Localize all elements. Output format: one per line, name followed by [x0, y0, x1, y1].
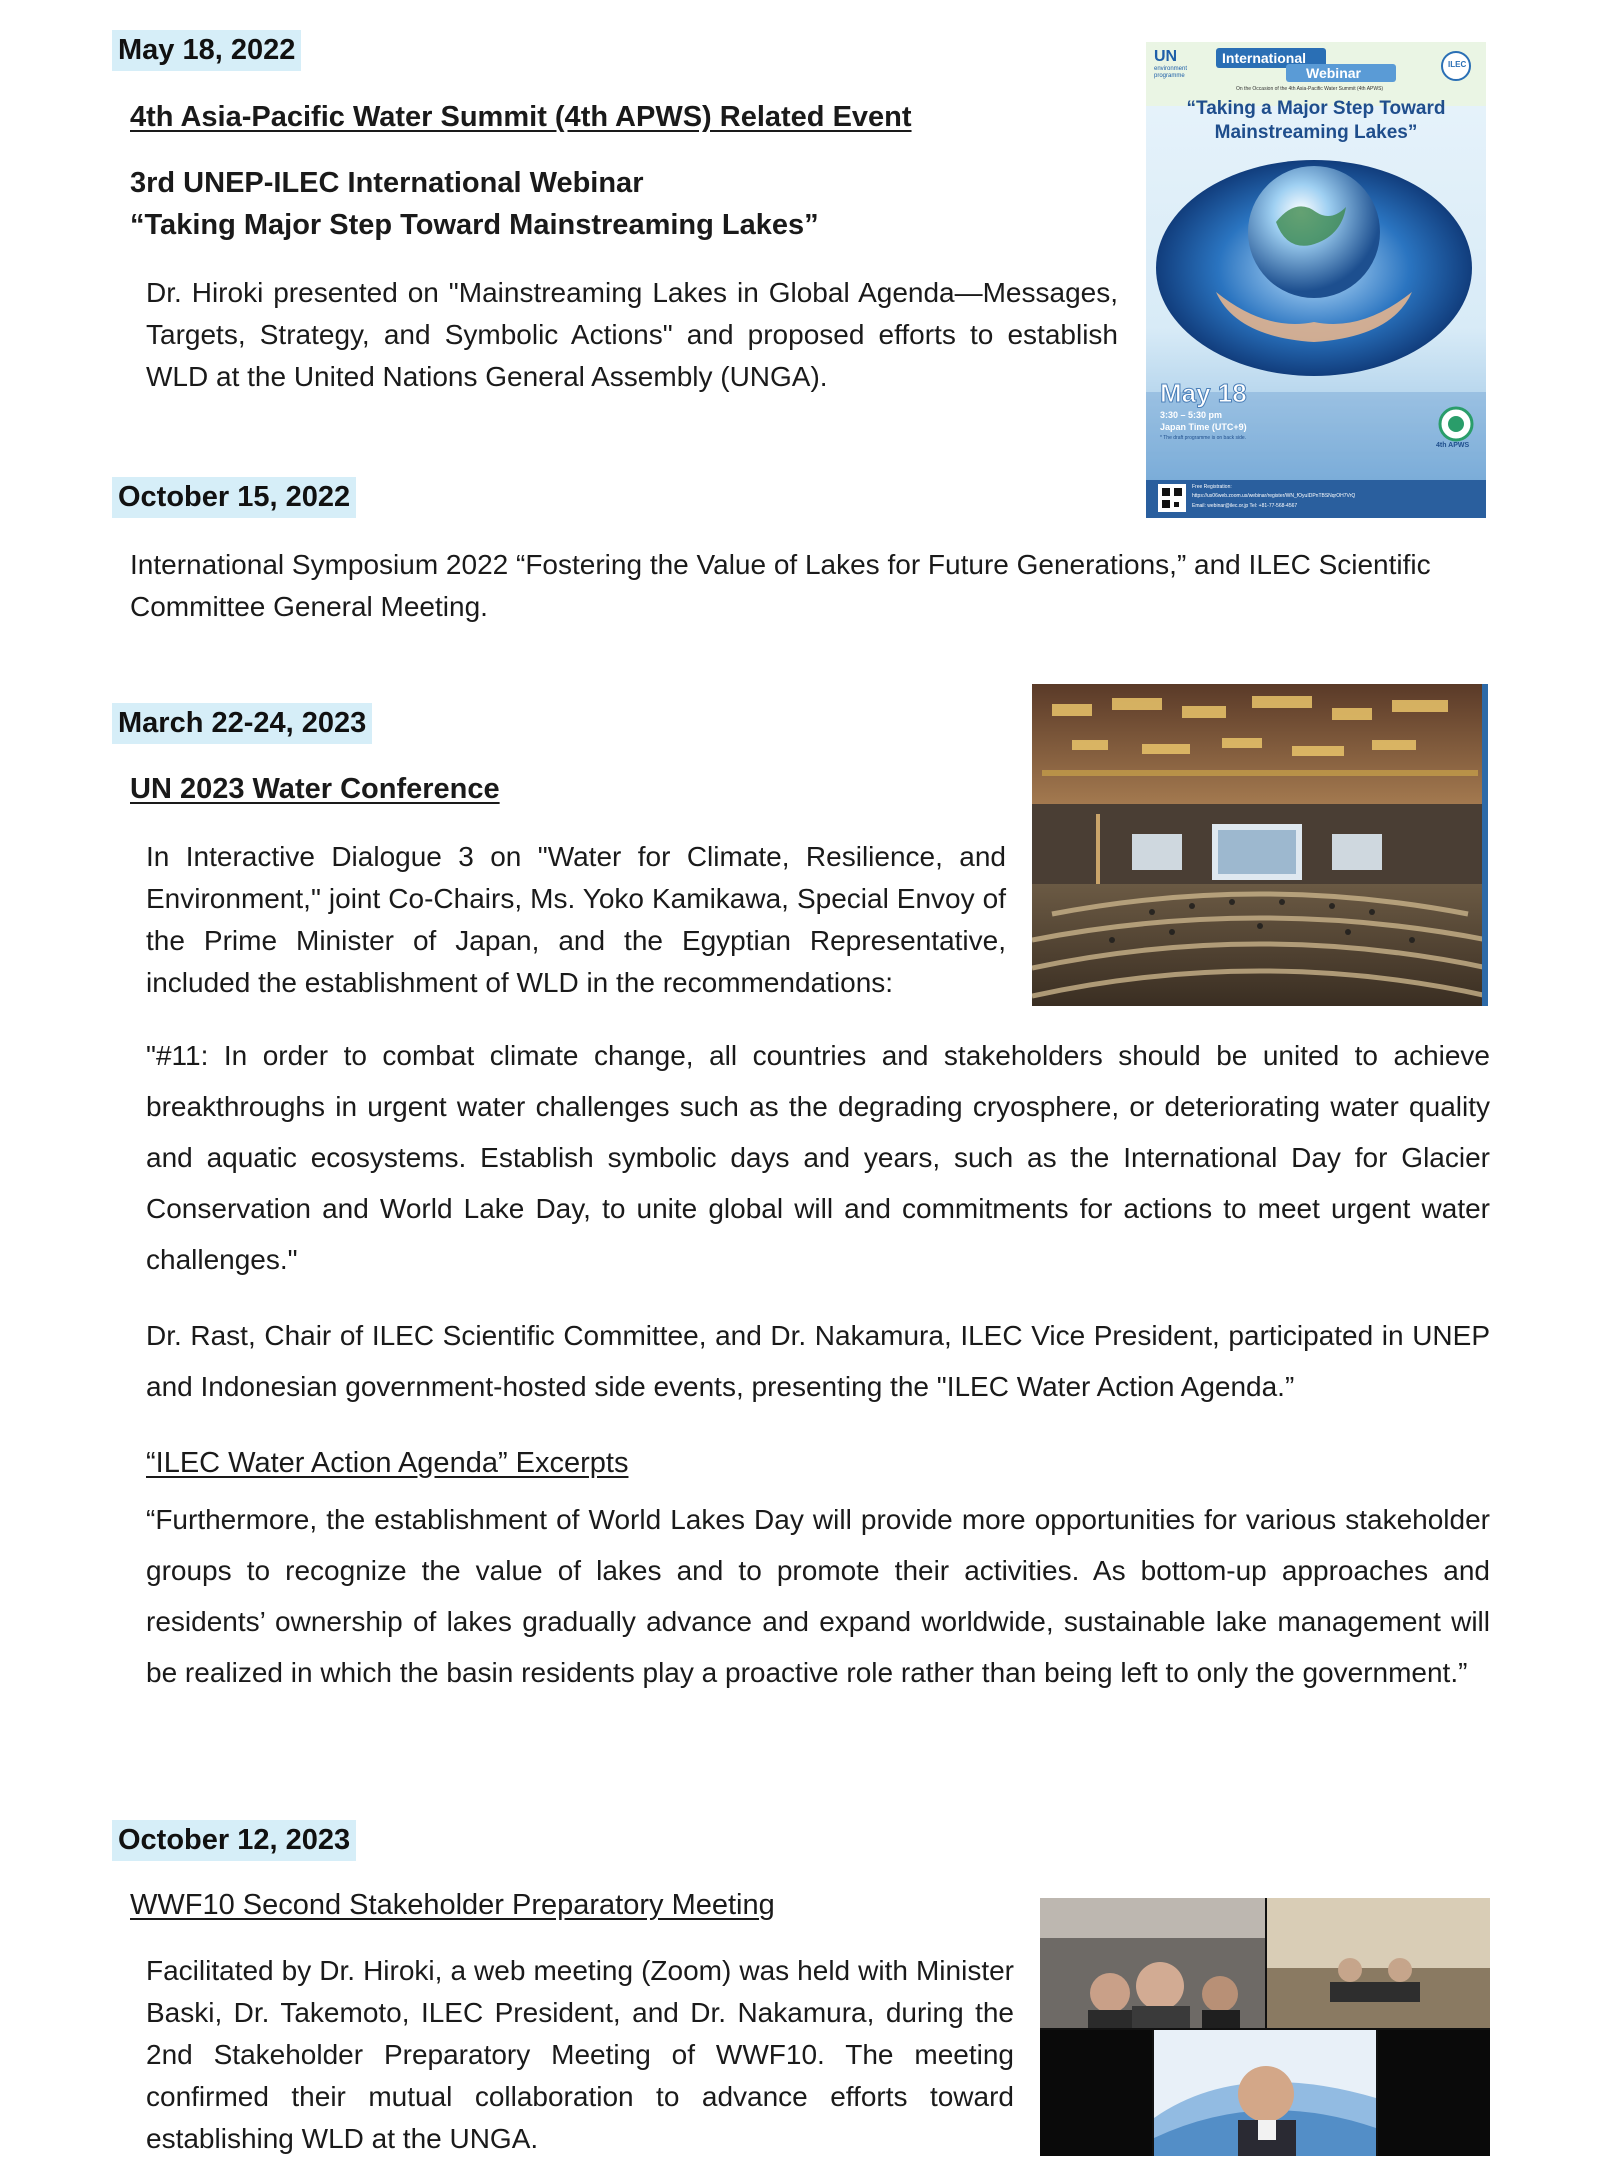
poster-apws-label: 4th APWS: [1436, 442, 1470, 449]
wwf10-meeting-description: Facilitated by Dr. Hiroki, a web meeting (Zoom) was held with Minister Baski, Dr. Takemoto, ILEC President, and Dr. Nakamura, during the 2nd Stakeholder Preparatory Meeting of WWF10. The meeting confirmed their mutual collaboration to advance efforts toward establishing WLD at the UNGA.: [146, 1955, 1014, 2154]
poster-registration-url: https://us06web.zoom.us/webinar/register/WN_fOyuIDPnTBSNqrOH7VrQ: [1192, 493, 1356, 499]
poster-note: * The draft programme is on back side.: [1160, 435, 1247, 441]
recommendation-11-quote: "#11: In order to combat climate change, all countries and stakeholders should be united to achieve breakthroughs in urgent water challenges such as the degrading cryosphere, or deteriorating water quality and aquatic ecosystems. Establish symbolic days and years, such as the International Day for Glacier Conservation and World Lake Day, to unite global will and commitments for actions to meet urgent water challenges.": [146, 1040, 1490, 1275]
poster-badge-webinar: Webinar: [1306, 65, 1361, 81]
poster-time-2: Japan Time (UTC+9): [1160, 422, 1247, 432]
webinar-description: Dr. Hiroki presented on "Mainstreaming Lakes in Global Agenda—Messages, Targets, Strategy, and Symbolic Actions" and proposed efforts to establish WLD at the United Nations General Assembly (UNGA).: [146, 277, 1118, 392]
date-label-oct-2022: October 15, 2022: [112, 477, 356, 518]
interactive-dialogue-description: In Interactive Dialogue 3 on "Water for Climate, Resilience, and Environment," joint Co-Chairs, Ms. Yoko Kamikawa, Special Envoy of the Prime Minister of Japan, and the Egyptian Representative, included the establishment of WLD in the recommendations:: [146, 841, 1006, 998]
poster-title-line-1: “Taking a Major Step Toward: [1186, 98, 1446, 119]
date-label-may-2022: May 18, 2022: [112, 30, 301, 71]
poster-contact: Email: webinar@ilec.or.jp Tel: +81-77-568-4567: [1192, 503, 1298, 509]
zoom-meeting-graphic: [1040, 1898, 1490, 2156]
poster-date: May 18: [1160, 378, 1247, 408]
side-events-description: Dr. Rast, Chair of ILEC Scientific Committee, and Dr. Nakamura, ILEC Vice President, participated in UNEP and Indonesian government-hosted side events, presenting the "ILEC Water Action Agenda.”: [146, 1320, 1490, 1402]
poster-ilec-logo: ILEC: [1448, 60, 1467, 69]
event-title-wwf10-meeting: WWF10 Second Stakeholder Preparatory Meeting: [130, 1889, 775, 1921]
webinar-title-line-2: “Taking Major Step Toward Mainstreaming Lakes”: [130, 209, 819, 241]
poster-registration-label: Free Registration:: [1192, 484, 1232, 490]
conference-hall-graphic: [1032, 684, 1488, 1006]
zoom-meeting-screenshot: [1040, 1898, 1490, 2156]
poster-occasion: On the Occasion of the 4th Asia-Pacific Water Summit (4th APWS): [1236, 86, 1384, 92]
webinar-title-line-1: 3rd UNEP-ILEC International Webinar: [130, 167, 644, 199]
date-label-mar-2023: March 22-24, 2023: [112, 703, 372, 744]
webinar-poster-image: [1146, 42, 1486, 518]
date-label-oct-2023: October 12, 2023: [112, 1820, 356, 1861]
poster-time-1: 3:30 – 5:30 pm: [1160, 410, 1223, 420]
event-title-apws: 4th Asia-Pacific Water Summit (4th APWS) Related Event: [130, 101, 912, 133]
poster-badge-international: International: [1222, 50, 1307, 66]
poster-un-label: UN: [1154, 48, 1178, 65]
action-agenda-excerpt: “Furthermore, the establishment of World Lakes Day will provide more opportunities for various stakeholder groups to recognize the value of lakes and to promote their activities. As bottom-up approaches and residents’ ownership of lakes gradually advance and expand worldwide, sustainable lake management will be realized in which the basin residents play a proactive role rather than being left to only the government.”: [146, 1504, 1490, 1688]
poster-env-label: environment programme: [1154, 66, 1188, 79]
action-agenda-excerpt-title: “ILEC Water Action Agenda” Excerpts: [146, 1447, 629, 1479]
symposium-description: International Symposium 2022 “Fostering the Value of Lakes for Future Generations,” and ILEC Scientific Committee General Meeting.: [130, 549, 1431, 622]
event-title-un-water-conference: UN 2023 Water Conference: [130, 773, 500, 805]
poster-title-line-2: Mainstreaming Lakes”: [1214, 122, 1418, 143]
un-conference-hall-photo: [1032, 684, 1488, 1006]
